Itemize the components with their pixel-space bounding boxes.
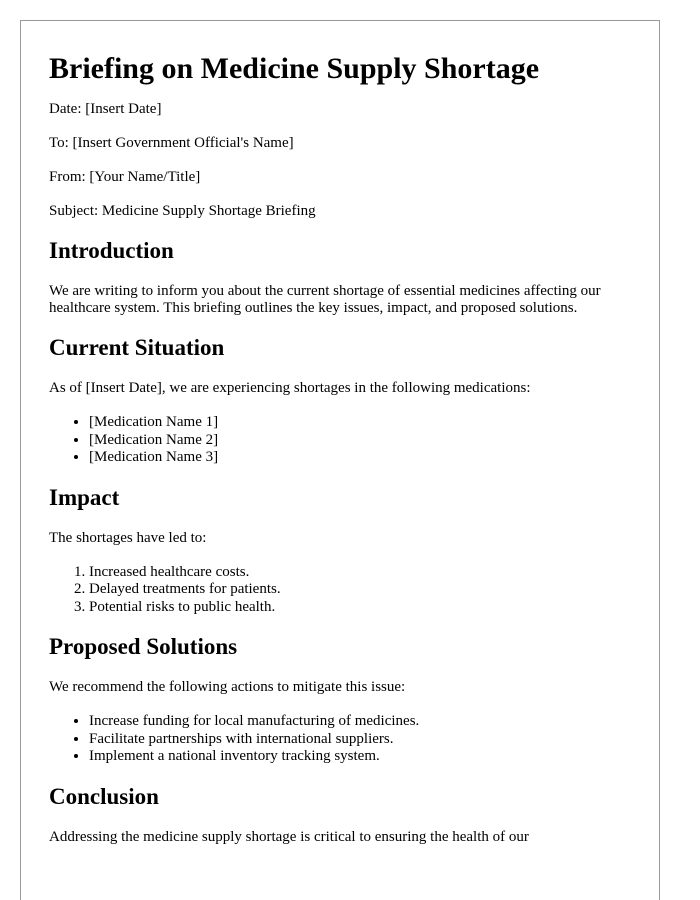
impact-list — [49, 564, 631, 617]
document-page — [20, 20, 660, 900]
introduction-heading: Introduction — [49, 238, 174, 263]
conclusion-text: Addressing the medicine supply shortage is critical to ensuring the health of our — [49, 828, 529, 845]
list-item: • [Medication Name 3] — [89, 449, 631, 467]
from-line: From: [Your Name/Title] — [49, 169, 201, 185]
introduction-text: We are writing to inform you about the current shortage of essential medicines affecting our healthcare system. This briefing outlines the key issues, impact, and proposed solutions. — [49, 283, 601, 316]
list-item: 3. Potential risks to public health. — [89, 599, 631, 617]
date-line: Date: [Insert Date] — [49, 101, 162, 117]
current-situation-text: As of [Insert Date], we are experiencing shortages in the following medications: — [49, 380, 531, 396]
medication-list — [49, 414, 631, 467]
document-title: Briefing on Medicine Supply Shortage — [49, 52, 540, 85]
list-item: • [Medication Name 1] — [89, 414, 631, 432]
proposed-solutions-heading: Proposed Solutions — [49, 634, 238, 659]
list-item: 1. Increased healthcare costs. — [89, 564, 631, 582]
list-item: • Facilitate partnerships with international suppliers. — [89, 731, 631, 749]
list-item: • [Medication Name 2] — [89, 432, 631, 450]
solutions-list — [49, 713, 631, 766]
list-item: 2. Delayed treatments for patients. — [89, 581, 631, 599]
impact-text: The shortages have led to: — [49, 529, 207, 546]
conclusion-heading: Conclusion — [49, 783, 159, 809]
current-situation-heading: Current Situation — [49, 335, 225, 360]
to-line: To: [Insert Government Official's Name] — [49, 135, 294, 151]
list-item: • Implement a national inventory tracking system. — [89, 748, 631, 766]
impact-heading: Impact — [49, 484, 120, 510]
subject-line: Subject: Medicine Supply Shortage Briefing — [49, 203, 316, 219]
list-item: • Increase funding for local manufacturing of medicines. — [89, 713, 631, 731]
proposed-solutions-text: We recommend the following actions to mitigate this issue: — [49, 679, 406, 695]
